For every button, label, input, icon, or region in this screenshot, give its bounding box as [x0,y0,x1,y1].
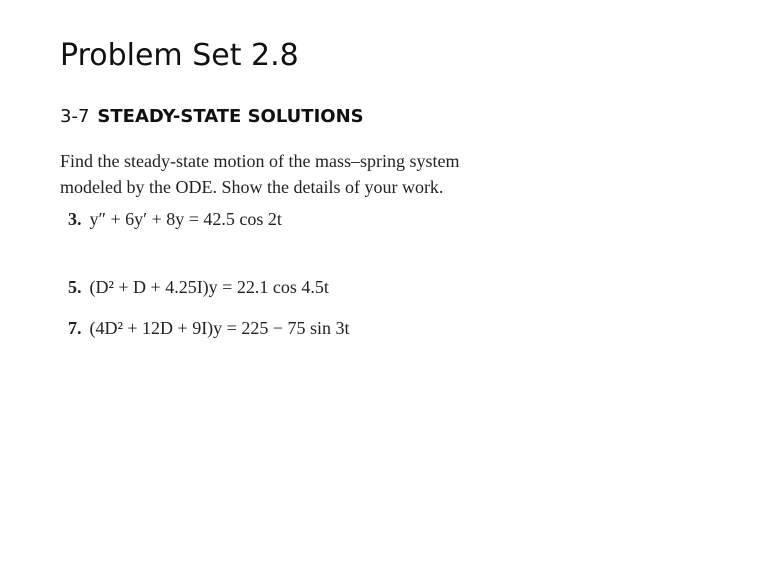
problem-equation: (4D² + 12D + 9I)y = 225 − 75 sin 3t [89,318,350,338]
problem-number: 7. [68,318,82,338]
problem-equation: (D² + D + 4.25I)y = 22.1 cos 4.5t [89,277,329,297]
problem-number: 5. [68,277,82,297]
problem-3 [68,209,282,230]
instructions-line-2: modeled by the ODE. Show the details of your work. [60,177,444,197]
problem-5 [68,277,329,298]
problem-equation: y″ + 6y′ + 8y = 42.5 cos 2t [89,209,282,229]
section-name: STEADY-STATE SOLUTIONS [97,106,364,127]
slide-title: Problem Set 2.8 [60,38,299,73]
instructions-text [60,148,560,200]
problem-number: 3. [68,209,82,229]
instructions-line-1: Find the steady-state motion of the mass–spring system [60,151,460,171]
section-heading [60,106,364,127]
problem-7 [68,318,350,339]
section-number: 3-7 [60,106,90,127]
